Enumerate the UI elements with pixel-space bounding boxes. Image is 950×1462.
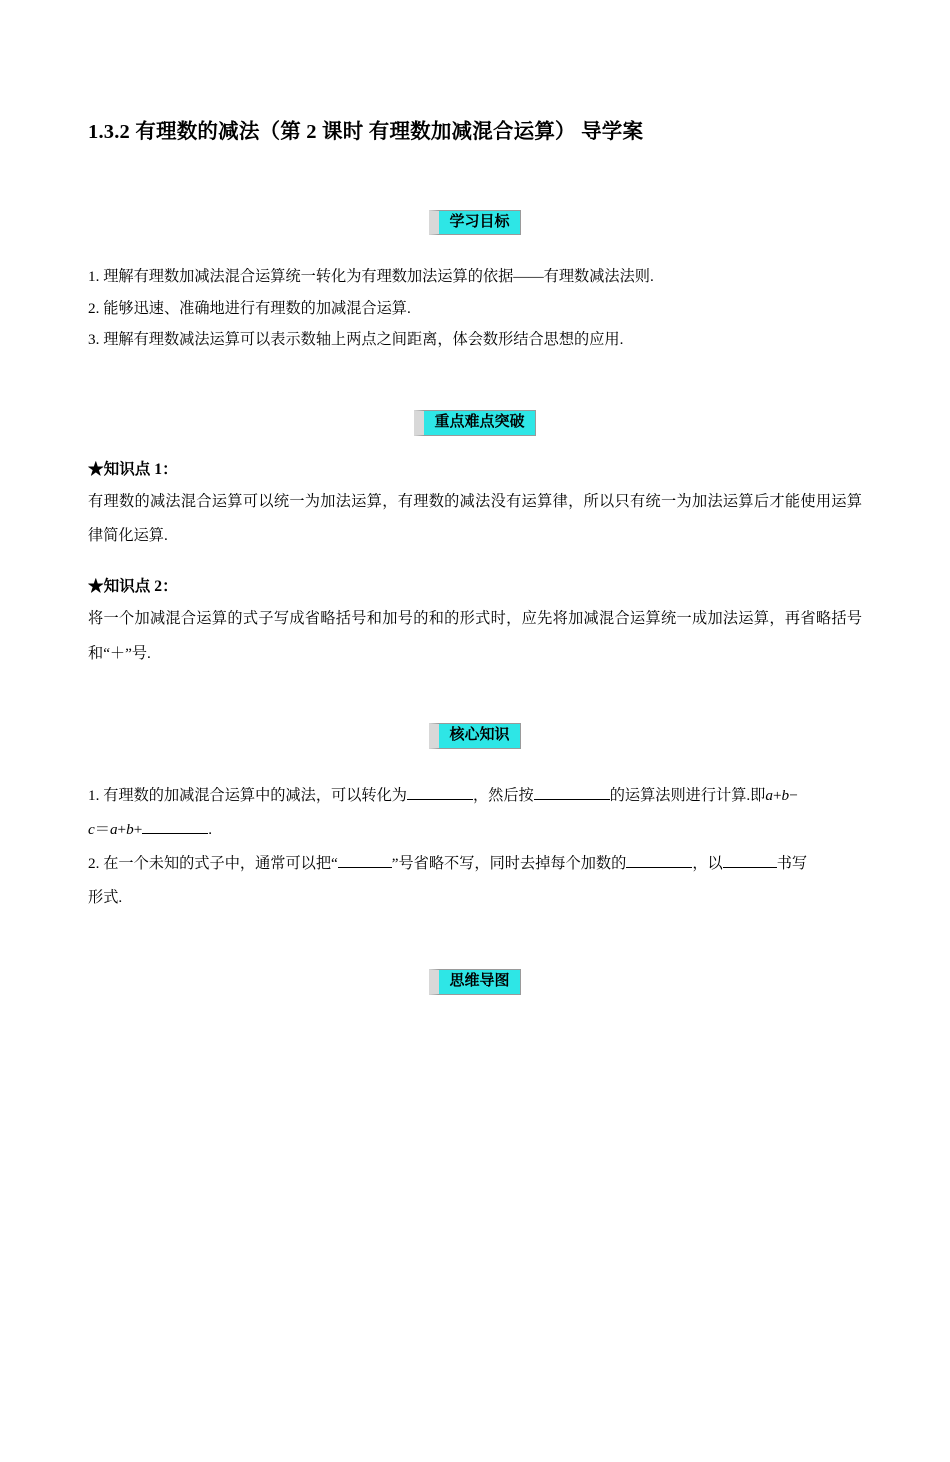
- fill-blank[interactable]: [626, 867, 692, 868]
- knowledge-point-1-title: ★知识点 1：: [88, 460, 178, 478]
- section-heading-key-points: 重点难点突破: [414, 410, 535, 436]
- math-b: b: [781, 786, 790, 804]
- knowledge-point-2-title: ★知识点 2：: [88, 578, 178, 596]
- knowledge-point-1-text: 有理数的减法混合运算可以统一为加法运算，有理数的减法没有运算律，所以只有统一为加法运算后才能使用运算律简化运算.: [88, 492, 862, 545]
- math-minus: −: [789, 786, 798, 804]
- math-a: a: [765, 786, 773, 804]
- core-knowledge-item-2: [88, 847, 862, 881]
- core-item2-part-d: 书写: [776, 855, 808, 872]
- core-item1-part-c: 的运算法则进行计算.即: [609, 786, 766, 804]
- math-plus: +: [772, 786, 782, 804]
- fill-blank[interactable]: [534, 799, 610, 800]
- section-heading-learning-goals-wrap: [88, 210, 862, 236]
- math-plus3: +: [133, 820, 143, 838]
- fill-blank[interactable]: [407, 799, 473, 800]
- key-points-block: [88, 454, 862, 671]
- section-heading-core-knowledge: 核心知识: [429, 723, 520, 749]
- fill-blank[interactable]: [338, 867, 392, 868]
- section-heading-mind-map: 思维导图: [429, 969, 520, 995]
- core-item2-part-a: 2. 在一个未知的式子中，通常可以把“: [88, 855, 338, 872]
- mind-map-area: [88, 995, 862, 1325]
- math-b2: b: [126, 820, 134, 838]
- core-knowledge-item-2-line2: [88, 881, 862, 915]
- core-item1-period: .: [208, 820, 213, 838]
- math-a2: a: [109, 820, 118, 838]
- core-item2-part-e: 形式.: [88, 889, 123, 907]
- math-equals: ＝: [94, 820, 110, 838]
- section-heading-key-points-wrap: [88, 410, 862, 436]
- section-heading-core-knowledge-wrap: [88, 723, 862, 749]
- core-item1-part-a: 1. 有理数的加减混合运算中的减法，可以转化为: [88, 786, 407, 804]
- core-knowledge-block: [88, 779, 862, 916]
- fill-blank[interactable]: [142, 833, 208, 834]
- section-heading-learning-goals: 学习目标: [429, 210, 520, 236]
- core-item1-part-b: ，然后按: [472, 786, 534, 804]
- section-heading-mind-map-wrap: [88, 969, 862, 995]
- document-page: [0, 118, 950, 1462]
- learning-goals-list: [88, 261, 862, 354]
- learning-goal-item: 1. 理解有理数加减法混合运算统一转化为有理数加法运算的依据——有理数减法法则.: [88, 268, 654, 286]
- math-c: c: [88, 820, 95, 838]
- core-item2-part-b: ”号省略不写，同时去掉每个加数的: [391, 855, 627, 872]
- core-item2-part-c: ，以: [692, 855, 723, 872]
- core-knowledge-item-1: [88, 779, 862, 813]
- page-title: 1.3.2 有理数的减法（第 2 课时 有理数加减混合运算） 导学案: [88, 121, 644, 143]
- math-plus2: +: [117, 820, 127, 838]
- knowledge-point-2-text: 将一个加减混合运算的式子写成省略括号和加号的和的形式时，应先将加减混合运算统一成加法运算，再省略括号和“＋”号.: [88, 610, 862, 662]
- core-knowledge-item-1-line2: [88, 813, 862, 847]
- fill-blank[interactable]: [723, 867, 777, 868]
- learning-goal-item: 2. 能够迅速、准确地进行有理数的加减混合运算.: [88, 299, 411, 317]
- learning-goal-item: 3. 理解有理数减法运算可以表示数轴上两点之间距离，体会数形结合思想的应用.: [88, 330, 624, 348]
